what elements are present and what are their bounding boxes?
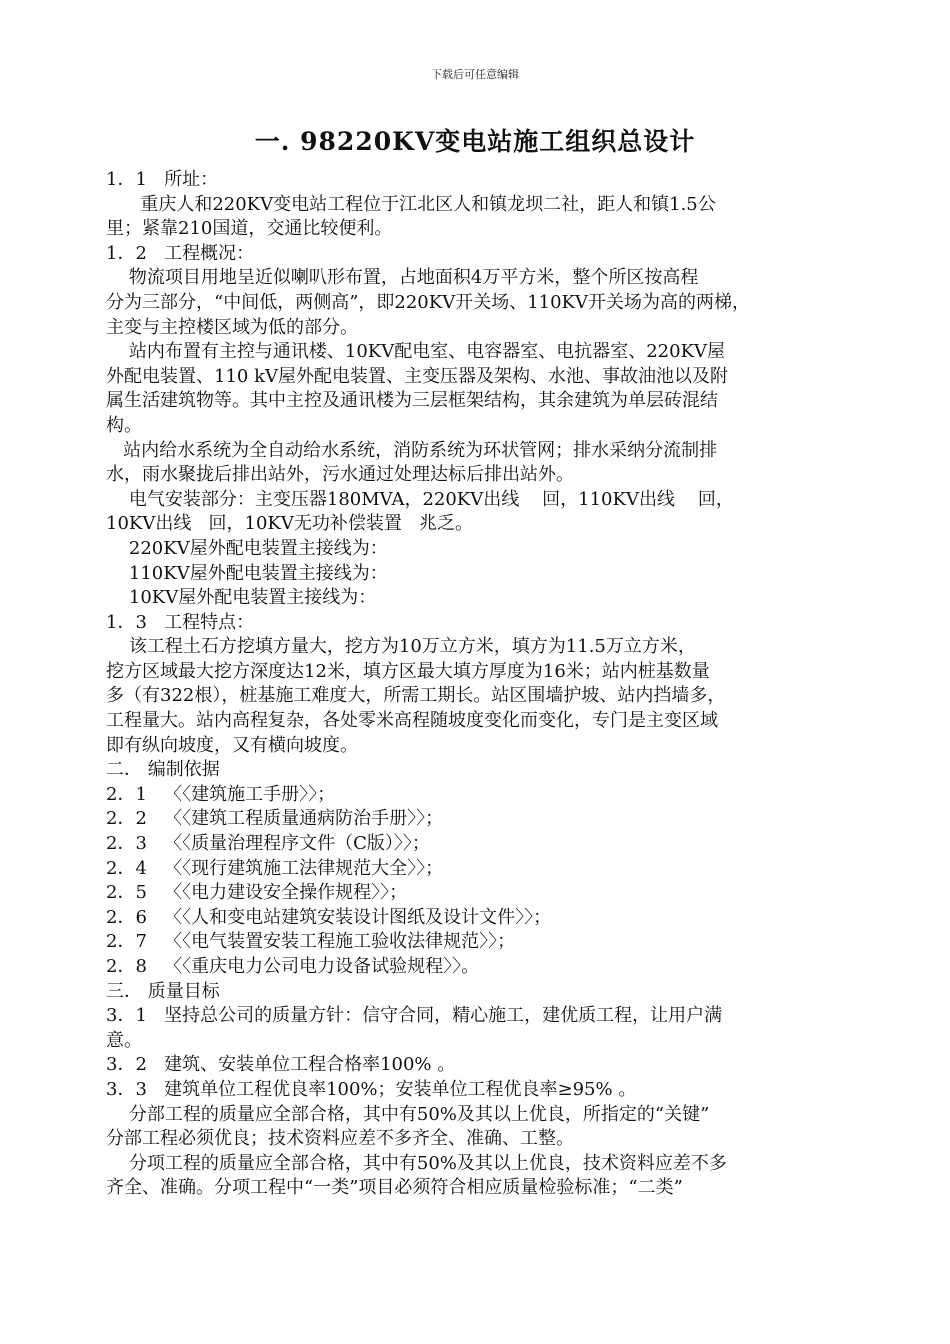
text-line: 2．6 〈〈人和变电站建筑安装设计图纸及设计文件〉〉； <box>106 906 552 928</box>
text-line: 三． 质量目标 <box>106 980 220 1002</box>
text-line: 2．8 〈〈重庆电力公司电力设备试验规程〉〉。 <box>106 956 480 977</box>
text-line: 意。 <box>106 1029 142 1051</box>
text-line: 3．2 建筑、安装单位工程合格率100% 。 <box>106 1054 456 1076</box>
text-line: 3．3 建筑单位工程优良率100%；安装单位工程优良率≥95% 。 <box>106 1078 637 1100</box>
text-line: 即有纵向坡度，又有横向坡度。 <box>106 734 358 756</box>
text-line: 分部工程的质量应全部合格，其中有50%及其以上优良，所指定的“关键” <box>106 1103 710 1125</box>
text-line: 站内布置有主控与通讯楼、10KV配电室、电容器室、电抗器室、220KV屋 <box>106 341 726 363</box>
document-body <box>106 168 886 1201</box>
text-line: 1．2 工程概况： <box>106 242 255 264</box>
text-line: 110KV屋外配电装置主接线为： <box>106 562 388 584</box>
text-line: 2．5 〈〈电力建设安全操作规程〉〉； <box>106 882 408 904</box>
text-line: 水，雨水聚拢后排出站外，污水通过处理达标后排出站外。 <box>106 464 574 486</box>
text-line: 重庆人和220KV变电站工程位于江北区人和镇龙坝二社，距人和镇1.5公 <box>106 193 716 215</box>
document-title: 一. 98220KV变电站施工组织总设计 <box>254 127 696 156</box>
text-line: 2．3 〈〈质量治理程序文件（C版）〉〉； <box>106 833 430 855</box>
text-line: 该工程土石方挖填方量大，挖方为10万立方米，填方为11.5万立方米， <box>106 636 696 658</box>
text-line: 多（有322根），桩基施工难度大，所需工期长。站区围墙护坡、站内挡墙多， <box>106 685 726 707</box>
text-line: 站内给水系统为全自动给水系统，消防系统为环状管网；排水采纳分流制排 <box>106 439 718 461</box>
text-line: 10KV出线 回，10KV无功补偿装置 兆乏。 <box>106 513 474 535</box>
text-line: 2．1 〈〈建筑施工手册〉〉； <box>106 783 336 805</box>
text-line: 外配电装置、110 kV屋外配电装置、主变压器及架构、水池、事故油池以及附 <box>106 365 728 387</box>
text-line: 属生活建筑物等。其中主控及通讯楼为三层框架结构，其余建筑为单层砖混结 <box>106 390 718 412</box>
text-line: 分部工程必须优良；技术资料应差不多齐全、准确、工整。 <box>106 1128 574 1150</box>
text-line: 1．1 所址： <box>106 169 219 190</box>
text-line: 齐全、准确。分项工程中“一类”项目必须符合相应质量检验标准；“二类” <box>106 1177 683 1199</box>
text-line: 2．4 〈〈现行建筑施工法律规范大全〉〉； <box>106 857 444 879</box>
page-header-note: 下载后可任意编辑 <box>431 68 519 81</box>
text-line: 里；紧靠210国道，交通比较便利。 <box>106 218 393 240</box>
text-line: 物流项目用地呈近似喇叭形布置，占地面积4万平方米，整个所区按高程 <box>106 267 699 289</box>
text-line: 工程量大。站内高程复杂，各处零米高程随坡度变化而变化，专门是主变区域 <box>106 710 718 732</box>
text-line: 电气安装部分：主变压器180MVA，220KV出线 回，110KV出线 回， <box>106 488 734 510</box>
text-line: 分为三部分，“中间低，两侧高”，即220KV开关场、110KV开关场为高的两梯， <box>106 291 751 313</box>
text-line: 1．3 工程特点： <box>106 611 255 633</box>
text-line: 主变与主控楼区域为低的部分。 <box>106 316 358 338</box>
text-line: 二． 编制依据 <box>106 759 220 781</box>
text-line: 2．2 〈〈建筑工程质量通病防治手册〉〉； <box>106 808 444 830</box>
text-line: 挖方区域最大挖方深度达12米，填方区最大填方厚度为16米；站内桩基数量 <box>106 660 710 682</box>
text-line: 3．1 坚持总公司的质量方针：信守合同，精心施工，建优质工程，让用户满 <box>106 1005 723 1027</box>
text-line: 10KV屋外配电装置主接线为： <box>106 587 377 609</box>
text-line: 构。 <box>106 414 142 436</box>
text-line: 2．7 〈〈电气装置安装工程施工验收法律规范〉〉； <box>106 931 516 953</box>
text-line: 分项工程的质量应全部合格，其中有50%及其以上优良，技术资料应差不多 <box>106 1152 727 1174</box>
text-line: 220KV屋外配电装置主接线为： <box>106 537 388 559</box>
